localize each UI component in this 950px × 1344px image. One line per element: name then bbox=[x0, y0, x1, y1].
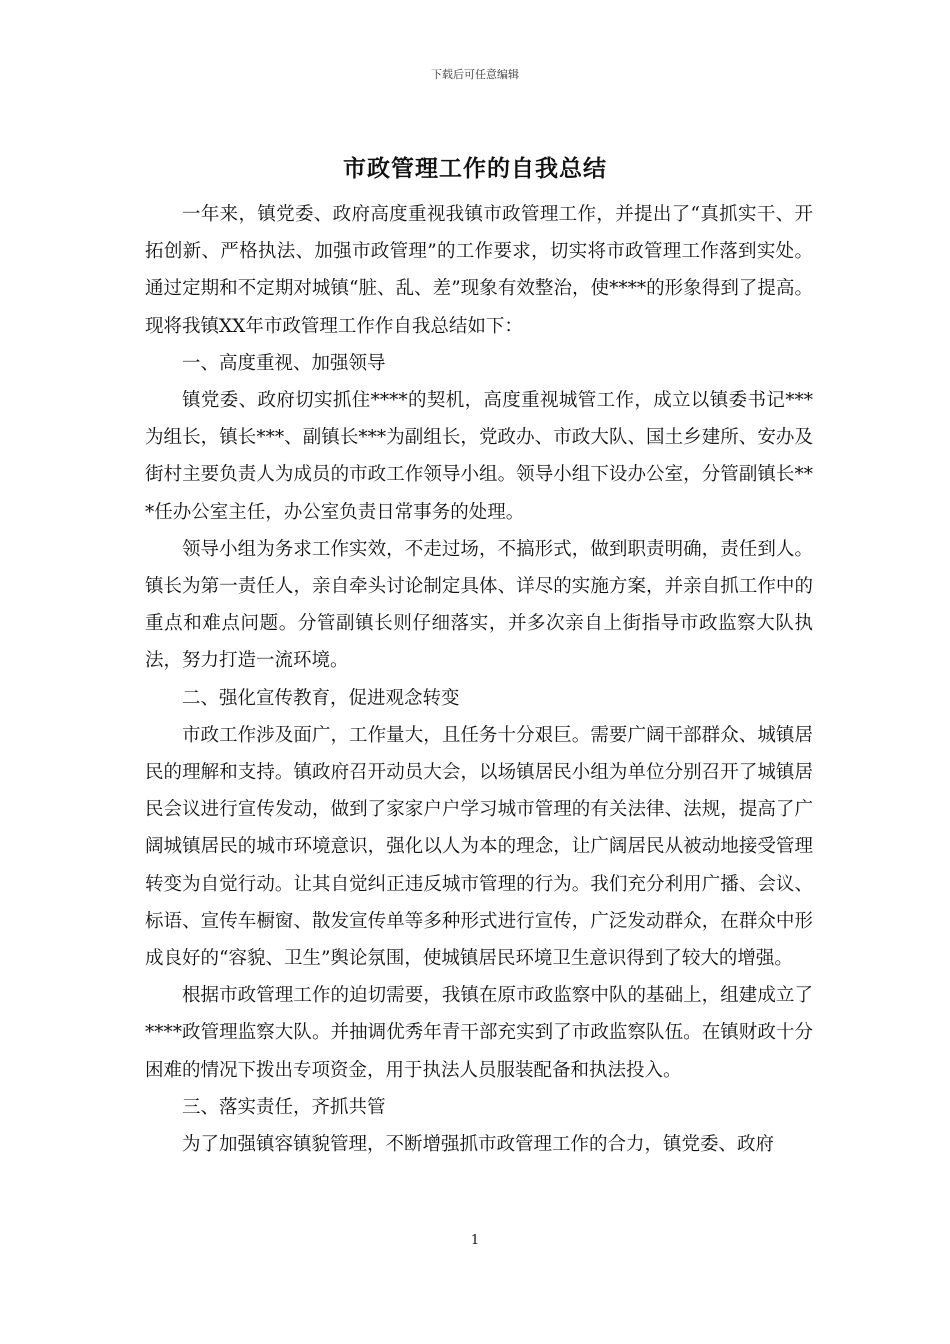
section-heading-3: 三、落实责任，齐抓共管 bbox=[182, 1096, 386, 1118]
body-paragraph: 市政工作涉及面广，工作量大，且任务十分艰巨。需要广阔干部群众、城镇居民的理解和支持。镇政府召开动员大会，以场镇居民小组为单位分别召开了城镇居民会议进行宣传发动，做到了家家户户学习城市管理的有关法律、法规，提高了广阔城镇居民的城市环境意识，强化以人为本的理念，让广阔居民从被动地接受管理转变为自觉行动。让其自觉纠正违反城市管理的行为。我们充分利用广播、会议、标语、宣传车橱窗、散发宣传单等多种形式进行宣传，广泛发动群众，在群众中形成良好的“容貌、卫生”舆论氛围，使城镇居民环境卫生意识得到了较大的增强。 bbox=[145, 724, 813, 970]
body-paragraph: 根据市政管理工作的迫切需要，我镇在原市政监察中队的基础上，组建成立了****政管理监察大队。并抽调优秀年青干部充实到了市政监察队伍。在镇财政十分困难的情况下拨出专项资金，用于执法人员服装配备和执法投入。 bbox=[145, 985, 813, 1081]
body-paragraph: 为了加强镇容镇貌管理，不断增强抓市政管理工作的合力，镇党委、政府 bbox=[182, 1134, 775, 1156]
page-number: 1 bbox=[470, 1233, 480, 1248]
body-paragraph: 镇党委、政府切实抓住****的契机，高度重视城管工作，成立以镇委书记***为组长，镇长***、副镇长***为副组长，党政办、市政大队、国土乡建所、安办及街村主要负责人为成员的市政工作领导小组。领导小组下设办公室，分管副镇长***任办公室主任，办公室负责日常事务的处理。 bbox=[145, 390, 813, 523]
intro-paragraph: 一年来，镇党委、政府高度重视我镇市政管理工作，并提出了“真抓实干、开拓创新、严格执法、加强市政管理”的工作要求，切实将市政管理工作落到实处。通过定期和不定期对城镇“脏、乱、差”现象有效整治，使****的形象得到了提高。现将我镇XX年市政管理工作作自我总结如下： bbox=[145, 204, 813, 337]
document-body bbox=[145, 196, 813, 1163]
section-heading-2: 二、强化宣传教育，促进观念转变 bbox=[182, 687, 460, 709]
section-heading-1: 一、高度重视、加强领导 bbox=[182, 352, 386, 374]
body-paragraph: 领导小组为务求工作实效，不走过场，不搞形式，做到职责明确，责任到人。镇长为第一责任人，亲自牵头讨论制定具体、详尽的实施方案，并亲自抓工作中的重点和难点问题。分管副镇长则仔细落实，并多次亲自上街指导市政监察大队执法，努力打造一流环境。 bbox=[145, 538, 813, 672]
document-title: 市政管理工作的自我总结 bbox=[343, 155, 607, 182]
page-header: 下载后可任意编辑 bbox=[431, 68, 519, 81]
